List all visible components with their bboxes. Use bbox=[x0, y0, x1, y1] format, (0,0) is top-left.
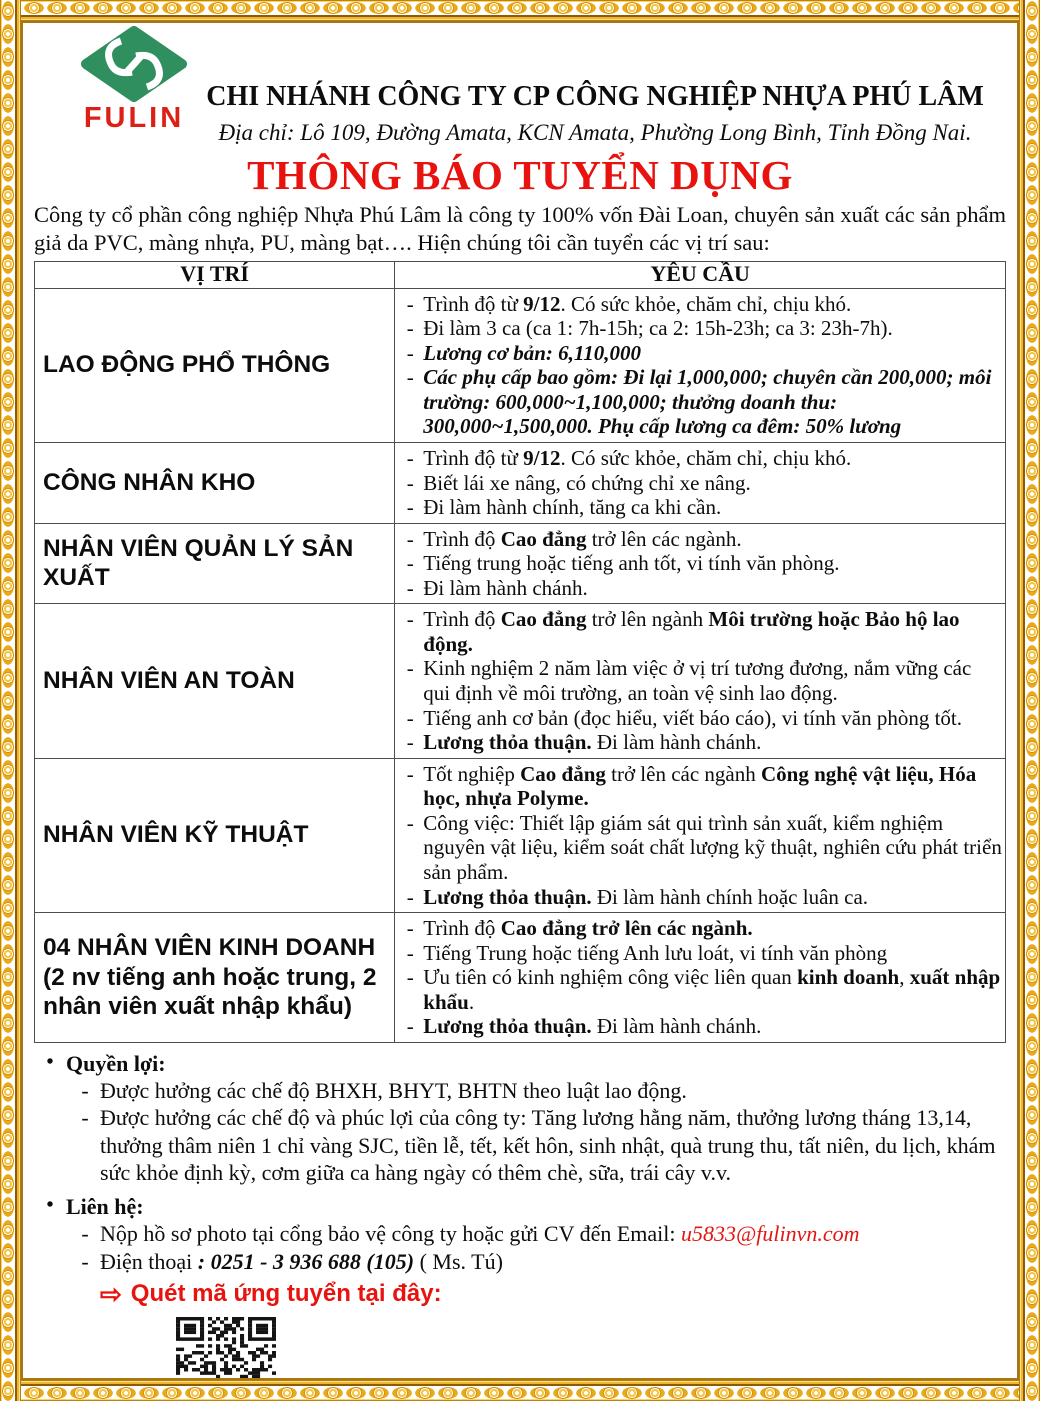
dash-marker: - bbox=[406, 365, 414, 390]
text-segment: Các phụ cấp bao gồm: Đi lại 1,000,000; chuyên cần 200,000; môi trường: 600,000~1,100,000; thưởng doanh thu: 300,000~1,500,000. Phụ cấp lương ca đêm: 50% lương bbox=[423, 365, 992, 439]
dash-marker: - bbox=[81, 1105, 89, 1131]
dash-marker: - bbox=[406, 884, 414, 909]
requirement-item bbox=[397, 762, 1002, 811]
requirement-text bbox=[423, 471, 1002, 496]
contact-label: Liên hệ: bbox=[66, 1194, 144, 1220]
list-item-text bbox=[100, 1248, 1006, 1275]
requirement-item bbox=[397, 341, 1002, 366]
dash-marker: - bbox=[406, 1014, 414, 1039]
benefits-label: Quyền lợi: bbox=[66, 1050, 166, 1076]
text-segment: , bbox=[899, 965, 910, 990]
dash-marker: - bbox=[406, 575, 414, 600]
brand-name: FULIN bbox=[83, 102, 185, 134]
requirement-item bbox=[397, 730, 1002, 755]
text-segment: Tiếng anh cơ bản (đọc hiểu, viết báo cáo), vi tính văn phòng tốt. bbox=[423, 705, 962, 730]
requirement-item bbox=[397, 1014, 1002, 1039]
text-segment: Đi làm hành chánh. bbox=[423, 575, 588, 600]
position-cell: CÔNG NHÂN KHO bbox=[35, 442, 395, 523]
text-segment: Cao đẳng trở lên các ngành. bbox=[500, 916, 753, 941]
text-segment: trở lên các ngành bbox=[605, 761, 761, 786]
text-segment: Tiếng Trung hoặc tiếng Anh lưu loát, vi tính văn phòng bbox=[423, 940, 888, 965]
requirement-text bbox=[423, 341, 1002, 366]
requirements-cell bbox=[395, 442, 1006, 523]
requirement-text bbox=[423, 916, 1002, 941]
text-segment: Cao đẳng bbox=[500, 607, 587, 632]
text-segment: . Có sức khỏe, chăm chỉ, chịu khó. bbox=[560, 445, 852, 470]
contact-heading bbox=[34, 1193, 1006, 1220]
requirement-text bbox=[423, 762, 1002, 811]
content-area bbox=[34, 26, 1006, 1378]
requirement-text bbox=[423, 365, 1002, 439]
table-header-row bbox=[35, 262, 1006, 288]
position-cell: LAO ĐỘNG PHỔ THÔNG bbox=[35, 288, 395, 442]
list-item-text: Được hưởng các chế độ và phúc lợi của công ty: Tăng lương hằng năm, thưởng lương tháng 13,14, thưởng thâm niên 1 chỉ vàng SJC, tiền lễ, tết, kết hôn, sinh nhật, quà trung thu, tất niên, du lịch, khám sức khỏe định kỳ, cơm giữa ca hàng ngày có thêm chè, sữa, trái cây v.v. bbox=[100, 1105, 996, 1185]
requirements-cell bbox=[395, 604, 1006, 758]
list-item bbox=[70, 1220, 1006, 1247]
document-header bbox=[34, 26, 1006, 148]
requirement-item bbox=[397, 365, 1002, 439]
text-segment: Môi trường hoặc Bảo hộ lao động. bbox=[423, 607, 960, 656]
text-segment: trở lên các ngành. bbox=[586, 526, 742, 551]
position-cell: NHÂN VIÊN QUẢN LÝ SẢN XUẤT bbox=[35, 523, 395, 604]
bullet-icon: • bbox=[46, 1194, 54, 1217]
text-segment: . bbox=[468, 989, 475, 1014]
text-segment: Cao đẳng bbox=[520, 761, 606, 786]
text-segment: Tiếng trung hoặc tiếng anh tốt, vi tính văn phòng. bbox=[423, 551, 840, 576]
table-row bbox=[35, 288, 1006, 442]
requirement-item bbox=[397, 446, 1002, 471]
dash-marker: - bbox=[406, 656, 414, 681]
decorative-border-bottom bbox=[0, 1380, 1040, 1401]
requirements-cell bbox=[395, 913, 1006, 1043]
scan-cta bbox=[100, 1279, 1006, 1309]
dash-marker: - bbox=[406, 291, 414, 316]
dash-marker: - bbox=[406, 730, 414, 755]
requirement-item bbox=[397, 656, 1002, 705]
scan-label: Quét mã ứng tuyển tại đây: bbox=[130, 1280, 442, 1308]
requirement-item bbox=[397, 495, 1002, 520]
column-header-position: VỊ TRÍ bbox=[35, 262, 395, 288]
requirement-text bbox=[423, 316, 1002, 341]
decorative-border-right bbox=[1019, 0, 1040, 1401]
dash-marker: - bbox=[406, 340, 414, 365]
text-segment: Công việc: Thiết lập giám sát qui trình sản xuất, kiểm nghiệm nguyên vật liệu, kiểm soát chất lượng kỹ thuật, nghiên cứu phát triển sản phẩm. bbox=[423, 810, 1002, 884]
requirement-item bbox=[397, 811, 1002, 885]
text-segment: Công nghệ vật liệu, Hóa học, nhựa Polyme. bbox=[423, 761, 977, 811]
list-item-text bbox=[100, 1220, 1006, 1247]
text-segment: Đi làm hành chính hoặc luân ca. bbox=[591, 884, 869, 909]
requirement-item bbox=[397, 292, 1002, 317]
dash-marker: - bbox=[406, 916, 414, 941]
dash-marker: - bbox=[406, 940, 414, 965]
text-segment: kinh doanh bbox=[797, 965, 900, 990]
dash-marker: - bbox=[406, 761, 414, 786]
dash-marker: - bbox=[406, 495, 414, 520]
position-cell: NHÂN VIÊN KỸ THUẬT bbox=[35, 758, 395, 912]
text-segment: ( Ms. Tú) bbox=[414, 1248, 503, 1274]
requirement-item bbox=[397, 527, 1002, 552]
requirement-item bbox=[397, 885, 1002, 910]
requirement-text bbox=[423, 656, 1002, 705]
dash-marker: - bbox=[406, 607, 414, 632]
benefits-heading bbox=[34, 1050, 1006, 1077]
arrow-right-icon: ⇨ bbox=[100, 1278, 122, 1309]
fulin-logo-icon bbox=[81, 26, 187, 102]
decorative-border-top bbox=[0, 0, 1040, 21]
requirement-item bbox=[397, 576, 1002, 601]
text-segment: Điện thoại bbox=[100, 1248, 198, 1274]
text-segment: Lương thỏa thuận. bbox=[423, 884, 592, 909]
requirement-text bbox=[423, 495, 1002, 520]
table-row bbox=[35, 604, 1006, 758]
requirement-text bbox=[423, 885, 1002, 910]
contact-list bbox=[34, 1220, 1006, 1275]
requirement-item bbox=[397, 316, 1002, 341]
text-segment: Đi làm hành chánh. bbox=[591, 730, 762, 755]
contact-section bbox=[34, 1193, 1006, 1378]
table-row bbox=[35, 523, 1006, 604]
intro-paragraph: Công ty cổ phần công nghiệp Nhựa Phú Lâm là công ty 100% vốn Đài Loan, chuyên sản xuất các sản phẩm giả da PVC, màng nhựa, PU, màng bạt…. Hiện chúng tôi cần tuyển các vị trí sau: bbox=[34, 202, 1006, 255]
requirement-text bbox=[423, 965, 1002, 1014]
benefits-section bbox=[34, 1050, 1006, 1186]
dash-marker: - bbox=[406, 705, 414, 730]
text-segment: xuất nhập khẩu bbox=[423, 965, 1001, 1014]
table-row bbox=[35, 442, 1006, 523]
dash-marker: - bbox=[81, 1078, 89, 1104]
text-segment: Trình độ từ bbox=[423, 445, 524, 470]
requirement-item bbox=[397, 916, 1002, 941]
text-segment: Trình độ bbox=[423, 526, 501, 551]
dash-marker: - bbox=[406, 470, 414, 495]
requirement-item bbox=[397, 965, 1002, 1014]
table-row bbox=[35, 913, 1006, 1043]
table-row bbox=[35, 758, 1006, 912]
requirement-text bbox=[423, 576, 1002, 601]
list-item-text: Được hưởng các chế độ BHXH, BHYT, BHTN theo luật lao động. bbox=[100, 1078, 687, 1104]
list-item bbox=[70, 1248, 1006, 1275]
requirement-item bbox=[397, 607, 1002, 656]
text-segment: Lương thỏa thuận. bbox=[423, 1014, 592, 1039]
requirement-item bbox=[397, 471, 1002, 496]
qr-code bbox=[176, 1317, 276, 1378]
requirement-text bbox=[423, 527, 1002, 552]
dash-marker: - bbox=[81, 1248, 89, 1274]
text-segment: Trình độ bbox=[423, 916, 501, 941]
requirement-item bbox=[397, 551, 1002, 576]
company-name: CHI NHÁNH CÔNG TY CP CÔNG NGHIỆP NHỰA PHÚ LÂM bbox=[206, 81, 984, 112]
text-segment: Trình độ bbox=[423, 607, 501, 632]
column-header-requirements: YÊU CẦU bbox=[395, 262, 1006, 288]
jobs-table bbox=[34, 261, 1006, 1043]
text-segment: . Có sức khỏe, chăm chỉ, chịu khó. bbox=[560, 291, 852, 316]
page-title: THÔNG BÁO TUYỂN DỤNG bbox=[247, 152, 793, 198]
text-segment: Trình độ từ bbox=[423, 291, 524, 316]
position-cell: 04 NHÂN VIÊN KINH DOANH (2 nv tiếng anh hoặc trung, 2 nhân viên xuất nhập khẩu) bbox=[35, 913, 395, 1043]
requirement-text bbox=[423, 706, 1002, 731]
position-cell: NHÂN VIÊN AN TOÀN bbox=[35, 604, 395, 758]
requirement-text bbox=[423, 607, 1002, 656]
text-segment: Nộp hồ sơ photo tại cổng bảo vệ công ty hoặc gửi CV đến Email: bbox=[100, 1221, 682, 1247]
requirement-text bbox=[423, 1014, 1002, 1039]
requirement-item bbox=[397, 941, 1002, 966]
text-segment: Lương thỏa thuận. bbox=[423, 730, 592, 755]
text-segment: Kinh nghiệm 2 năm làm việc ở vị trí tương đương, nắm vững các qui định về môi trường, an toàn vệ sinh lao động. bbox=[423, 656, 972, 706]
requirement-text bbox=[423, 730, 1002, 755]
decorative-border-left bbox=[0, 0, 21, 1401]
company-address: Địa chỉ: Lô 109, Đường Amata, KCN Amata, Phường Long Bình, Tỉnh Đồng Nai. bbox=[218, 119, 972, 145]
list-item bbox=[70, 1077, 1006, 1104]
text-segment: Tốt nghiệp bbox=[423, 761, 521, 786]
requirement-text bbox=[423, 446, 1002, 471]
dash-marker: - bbox=[406, 316, 414, 341]
dash-marker: - bbox=[406, 445, 414, 470]
dash-marker: - bbox=[81, 1221, 89, 1247]
list-item bbox=[70, 1104, 1006, 1186]
text-segment: Đi làm hành chính, tăng ca khi cần. bbox=[423, 495, 722, 520]
requirements-cell bbox=[395, 523, 1006, 604]
requirement-item bbox=[397, 706, 1002, 731]
company-logo bbox=[64, 26, 204, 133]
dash-marker: - bbox=[406, 810, 414, 835]
text-segment: Đi làm hành chánh. bbox=[591, 1014, 762, 1039]
requirement-text bbox=[423, 811, 1002, 885]
text-segment: : 0251 - 3 936 688 (105) bbox=[197, 1248, 415, 1274]
text-segment: 9/12 bbox=[523, 291, 561, 316]
text-segment: 9/12 bbox=[523, 445, 561, 470]
dash-marker: - bbox=[406, 551, 414, 576]
requirements-cell bbox=[395, 758, 1006, 912]
text-segment: Biết lái xe nâng, có chứng chỉ xe nâng. bbox=[423, 470, 751, 495]
email-link[interactable]: u5833@fulinvn.com bbox=[681, 1221, 860, 1247]
requirement-text bbox=[423, 292, 1002, 317]
dash-marker: - bbox=[406, 965, 414, 990]
text-segment: Đi làm 3 ca (ca 1: 7h-15h; ca 2: 15h-23h; ca 3: 23h-7h). bbox=[423, 316, 893, 341]
requirements-cell bbox=[395, 288, 1006, 442]
text-segment: Ưu tiên có kinh nghiệm công việc liên quan bbox=[423, 965, 798, 990]
benefits-list bbox=[34, 1077, 1006, 1186]
text-segment: trở lên ngành bbox=[586, 607, 709, 632]
requirement-text bbox=[423, 551, 1002, 576]
text-segment: Lương cơ bản: 6,110,000 bbox=[423, 340, 641, 365]
bullet-icon: • bbox=[46, 1050, 54, 1073]
requirement-text bbox=[423, 941, 1002, 966]
dash-marker: - bbox=[406, 526, 414, 551]
text-segment: Cao đẳng bbox=[500, 526, 587, 551]
